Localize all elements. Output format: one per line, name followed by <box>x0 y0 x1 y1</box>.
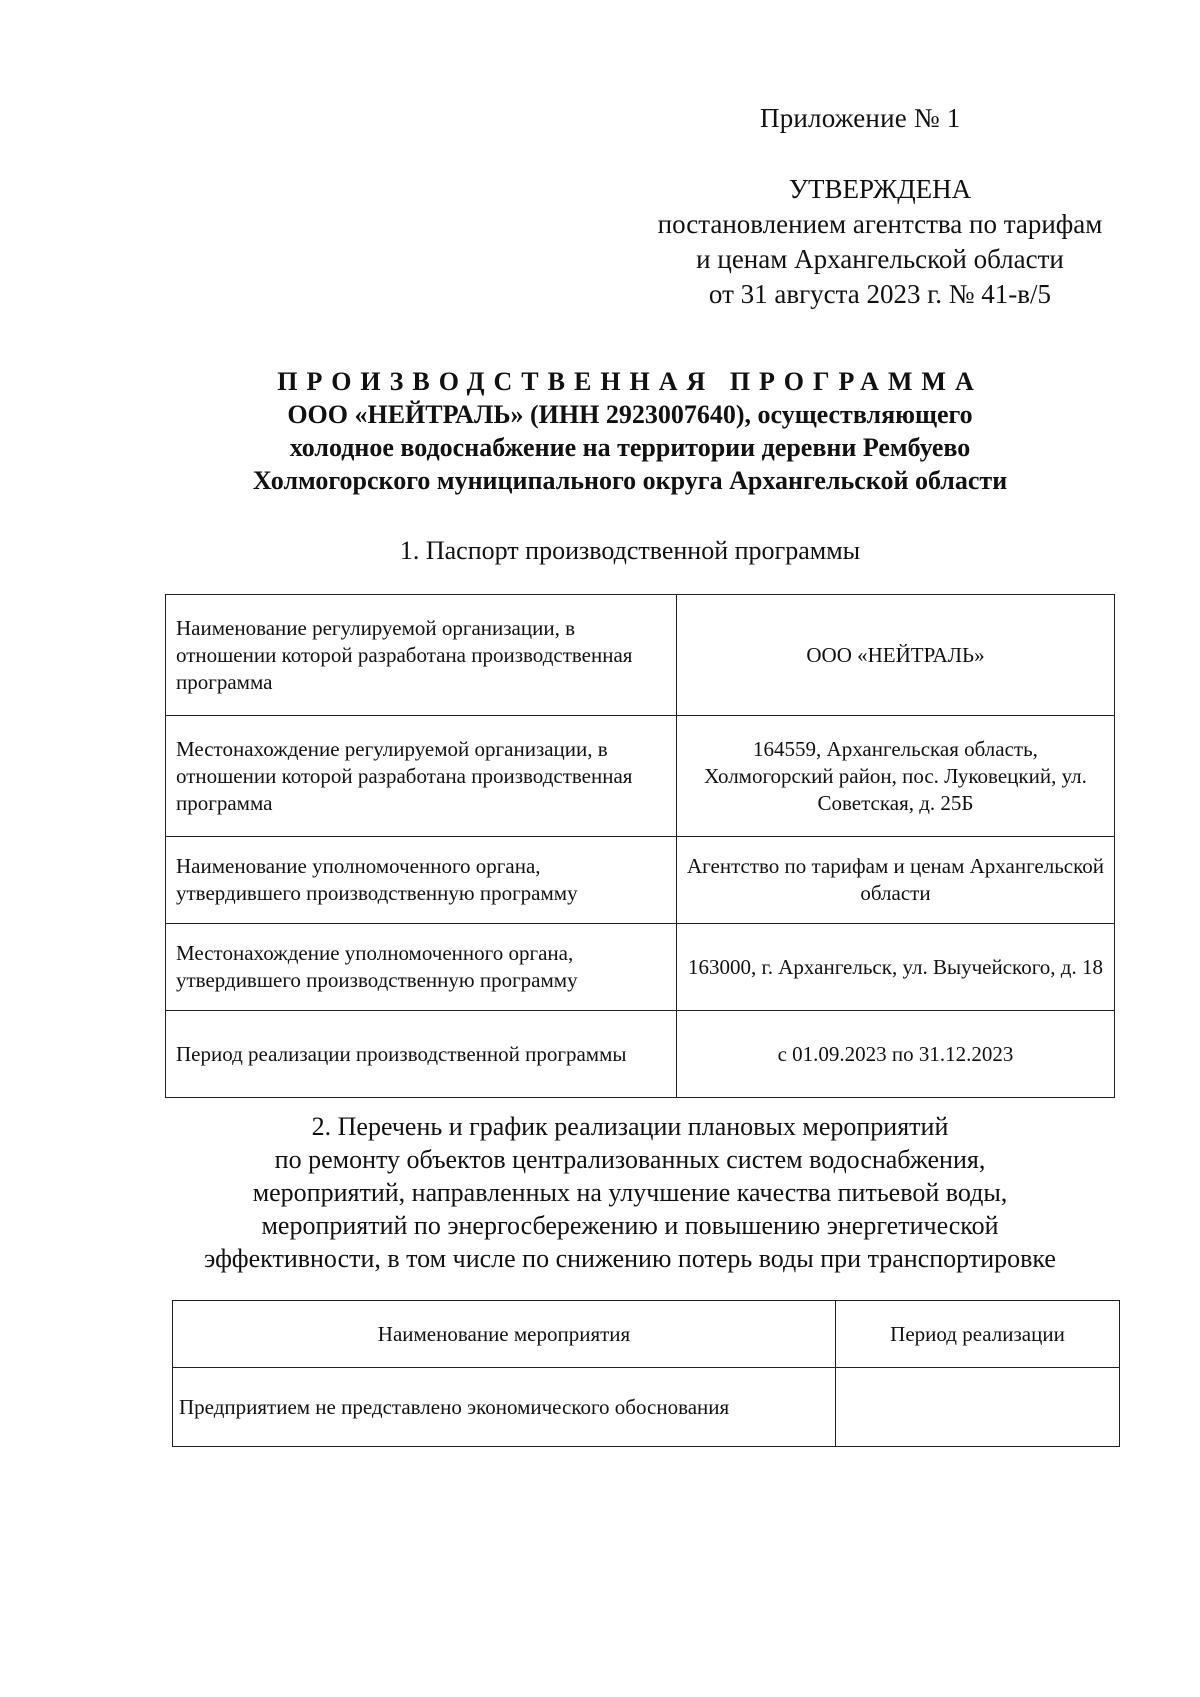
passport-key: Наименование уполномоченного органа, утвердившего производственную программу <box>166 837 677 924</box>
approval-block <box>600 172 1160 312</box>
approval-line: и ценам Архангельской области <box>696 244 1064 274</box>
program-title-line: ПРОИЗВОДСТВЕННАЯ ПРОГРАММА <box>277 367 983 396</box>
section-2-heading-line: эффективности, в том числе по снижению потерь воды при транспортировке <box>204 1244 1056 1273</box>
table-row <box>166 716 1115 837</box>
program-title-line: Холмогорского муниципального округа Архангельской области <box>252 466 1008 495</box>
column-header-name: Наименование мероприятия <box>173 1301 836 1368</box>
passport-value: Агентство по тарифам и ценам Архангельской области <box>677 837 1115 924</box>
column-header-period: Период реализации <box>836 1301 1120 1368</box>
event-name: Предприятием не представлено экономического обоснования <box>173 1368 836 1447</box>
passport-key: Местонахождение регулируемой организации, в отношении которой разработана производственная программа <box>166 716 677 837</box>
table-row <box>166 1011 1115 1098</box>
section-2-heading <box>130 1110 1130 1275</box>
program-title <box>130 365 1130 497</box>
passport-table <box>165 594 1115 1098</box>
passport-key: Местонахождение уполномоченного органа, утвердившего производственную программу <box>166 924 677 1011</box>
section-1-heading: 1. Паспорт производственной программы <box>399 536 861 565</box>
passport-value: с 01.09.2023 по 31.12.2023 <box>677 1011 1115 1098</box>
passport-key: Наименование регулируемой организации, в отношении которой разработана производственная программа <box>166 595 677 716</box>
appendix-label: Приложение № 1 <box>760 103 961 133</box>
passport-key: Период реализации производственной программы <box>166 1011 677 1098</box>
approval-line: УТВЕРЖДЕНА <box>788 174 972 204</box>
table-header-row <box>173 1301 1120 1368</box>
approval-line: от 31 августа 2023 г. № 41-в/5 <box>708 279 1052 309</box>
section-2-heading-line: мероприятий, направленных на улучшение качества питьевой воды, <box>252 1178 1008 1207</box>
passport-value: 163000, г. Архангельск, ул. Выучейского, д. 18 <box>677 924 1115 1011</box>
table-row <box>166 595 1115 716</box>
section-2-heading-line: мероприятий по энергосбережению и повышению энергетической <box>261 1211 999 1240</box>
program-title-line: холодное водоснабжение на территории деревни Рембуево <box>289 433 971 462</box>
program-title-line: ООО «НЕЙТРАЛЬ» (ИНН 2923007640), осуществляющего <box>287 400 973 429</box>
passport-value: 164559, Архангельская область, Холмогорский район, пос. Луковецкий, ул. Советская, д. 25Б <box>677 716 1115 837</box>
table-row <box>166 924 1115 1011</box>
section-2-heading-line: по ремонту объектов централизованных систем водоснабжения, <box>274 1145 986 1174</box>
table-row <box>166 837 1115 924</box>
event-period <box>836 1368 1120 1447</box>
approval-line: постановлением агентства по тарифам <box>657 209 1103 239</box>
passport-value: ООО «НЕЙТРАЛЬ» <box>677 595 1115 716</box>
table-row <box>173 1368 1120 1447</box>
events-table <box>172 1300 1120 1447</box>
section-2-heading-line: 2. Перечень и график реализации плановых мероприятий <box>311 1112 949 1141</box>
